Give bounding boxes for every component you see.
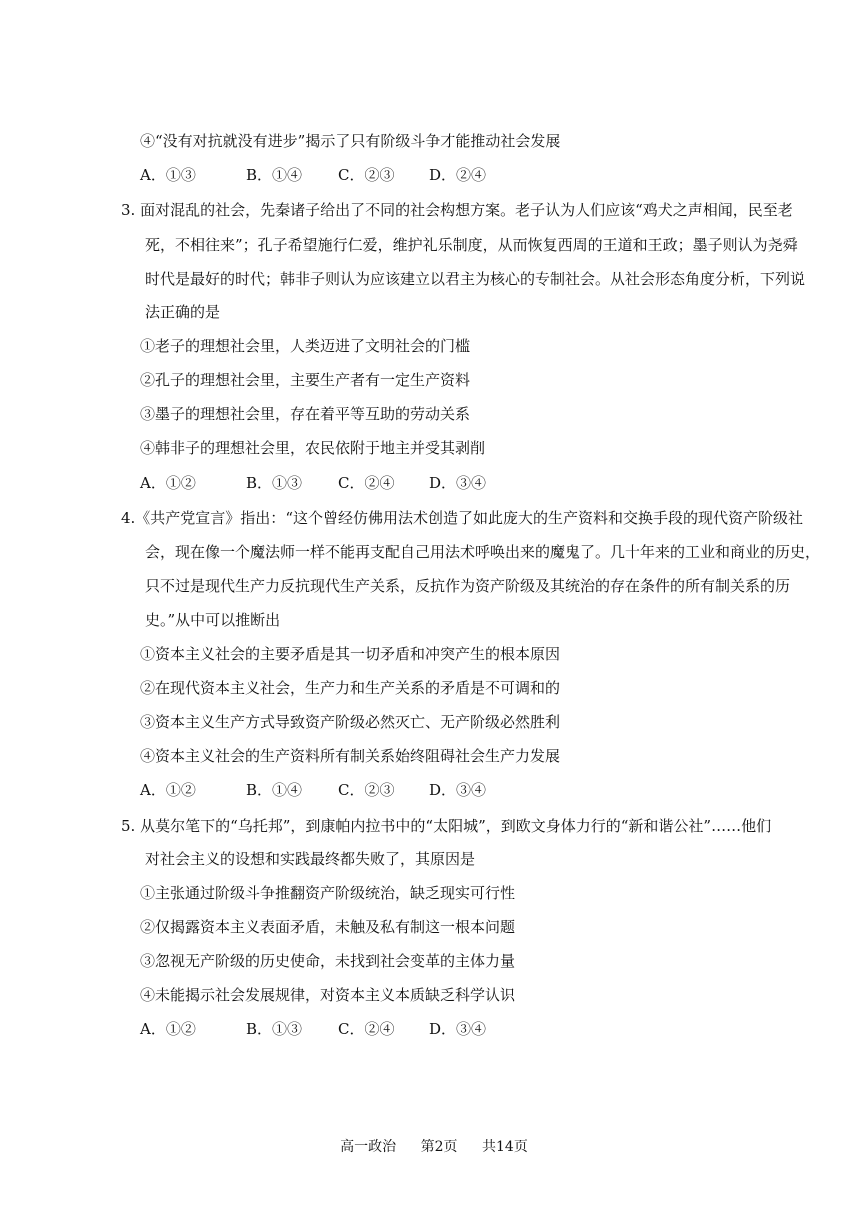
q3-option-3: ③墨子的理想社会里，存在着平等互助的劳动关系 xyxy=(140,405,471,423)
q4-stem-line-1: 4.《共产党宣言》指出：“这个曾经仿佛用法术创造了如此庞大的生产资料和交换手段的现代资产阶级社 xyxy=(121,509,803,527)
q3-option-2: ②孔子的理想社会里，主要生产者有一定生产资料 xyxy=(140,371,471,389)
q4-stem-line-3: 只不过是现代生产力反抗现代生产关系，反抗作为资产阶级及其统治的存在条件的所有制关系的历 xyxy=(145,577,791,595)
q3-option-1: ①老子的理想社会里，人类迈进了文明社会的门槛 xyxy=(140,337,471,355)
q2-choice-a: A．①③ xyxy=(140,166,196,184)
q3-option-4: ④韩非子的理想社会里，农民依附于地主并受其剥削 xyxy=(140,439,486,457)
q4-option-4: ④资本主义社会的生产资料所有制关系始终阻碍社会生产力发展 xyxy=(140,747,561,765)
q5-choice-d: D．③④ xyxy=(429,1020,487,1038)
q2-choice-d: D．②④ xyxy=(429,166,487,184)
q4-choice-c: C．②③ xyxy=(338,781,395,799)
q4-choice-a: A．①② xyxy=(140,781,196,799)
q5-stem-line-2: 对社会主义的设想和实践最终都失败了，其原因是 xyxy=(145,850,476,868)
footer-page-number: 第2页 xyxy=(420,1139,458,1155)
q2-option-4: ④“没有对抗就没有进步”揭示了只有阶级斗争才能推动社会发展 xyxy=(140,132,561,150)
q3-choice-c: C．②④ xyxy=(338,474,395,492)
q4-option-2: ②在现代资本主义社会，生产力和生产关系的矛盾是不可调和的 xyxy=(140,679,561,697)
q5-stem-line-1: 5. 从莫尔笔下的“乌托邦”，到康帕内拉书中的“太阳城”，到欧文身体力行的“新和谐公社”……他们 xyxy=(121,817,772,835)
footer-subject: 高一政治 xyxy=(340,1139,397,1155)
q5-option-2: ②仅揭露资本主义表面矛盾，未触及私有制这一根本问题 xyxy=(140,918,516,936)
q4-option-1: ①资本主义社会的主要矛盾是其一切矛盾和冲突产生的根本原因 xyxy=(140,645,561,663)
q4-stem-line-4: 史。”从中可以推断出 xyxy=(145,611,281,629)
q4-option-3: ③资本主义生产方式导致资产阶级必然灭亡、无产阶级必然胜利 xyxy=(140,713,561,731)
page-footer xyxy=(0,1138,868,1156)
q4-choice-d: D．③④ xyxy=(429,781,487,799)
q5-choice-b: B．①③ xyxy=(246,1020,303,1038)
q5-option-3: ③忽视无产阶级的历史使命，未找到社会变革的主体力量 xyxy=(140,952,516,970)
q5-option-4: ④未能揭示社会发展规律，对资本主义本质缺乏科学认识 xyxy=(140,986,516,1004)
q3-choice-a: A．①② xyxy=(140,474,196,492)
q5-choice-c: C．②④ xyxy=(338,1020,395,1038)
q4-choice-b: B．①④ xyxy=(246,781,303,799)
q3-stem-line-3: 时代是最好的时代；韩非子则认为应该建立以君主为核心的专制社会。从社会形态角度分析，下列说 xyxy=(145,270,806,288)
q3-stem-line-1: 3. 面对混乱的社会，先秦诸子给出了不同的社会构想方案。老子认为人们应该“鸡犬之声相闻，民至老 xyxy=(121,201,793,219)
q5-choice-a: A．①② xyxy=(140,1020,196,1038)
q5-option-1: ①主张通过阶级斗争推翻资产阶级统治，缺乏现实可行性 xyxy=(140,884,516,902)
q3-stem-line-4: 法正确的是 xyxy=(145,303,221,321)
footer-total-pages: 共14页 xyxy=(482,1139,528,1155)
q3-stem-line-2: 死，不相往来”；孔子希望施行仁爱，维护礼乐制度，从而恢复西周的王道和王政；墨子则认为尧舜 xyxy=(145,236,798,254)
q3-choice-d: D．③④ xyxy=(429,474,487,492)
q3-choice-b: B．①③ xyxy=(246,474,303,492)
q2-choice-b: B．①④ xyxy=(246,166,303,184)
q2-choice-c: C．②③ xyxy=(338,166,395,184)
q4-stem-line-2: 会，现在像一个魔法师一样不能再支配自己用法术呼唤出来的魔鬼了。几十年来的工业和商业的历史， xyxy=(145,543,821,561)
